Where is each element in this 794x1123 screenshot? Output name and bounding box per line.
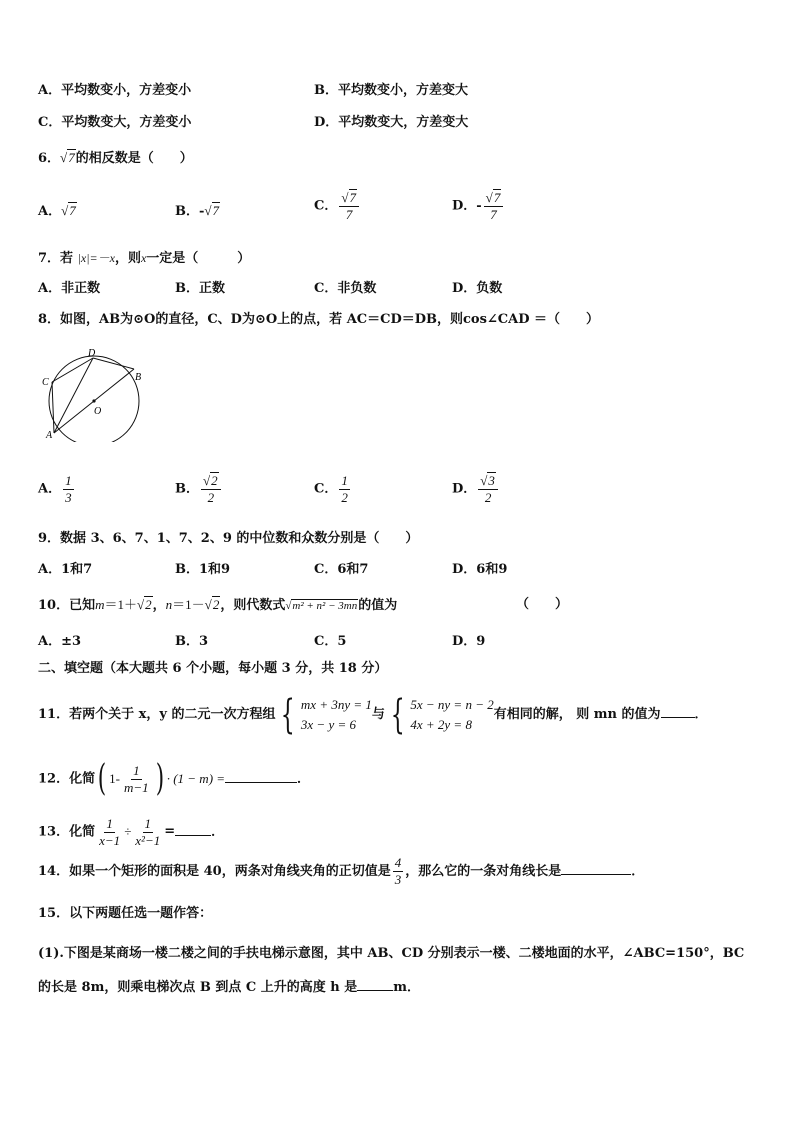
q7-option-c: C．非负数 — [314, 281, 377, 296]
q5-option-c: C．平均数变大，方差变小 — [38, 115, 192, 130]
label-d: D — [88, 348, 96, 359]
q9-option-a: A．1和7 — [38, 562, 93, 577]
question-13-stem: 13．化简 $\frac{1}{x-1}$ ÷ $\frac{1}{\text{x²−1}}$ = ． — [38, 815, 225, 848]
q7-option-b: B．正数 — [175, 281, 225, 296]
q9-option-b: B．1和9 — [175, 562, 231, 577]
circle-figure — [38, 342, 148, 442]
label-b: B — [135, 372, 142, 383]
q7-option-d: D．负数 — [452, 281, 503, 296]
question-11-stem: 11．若两个关于 x，y 的二元一次方程组 { mx + 3ny = 1 3x − y = 6 与 { 5x − ny = n − 2 4x + 2y = 8 有相同的解， 则 mn 的值为 ． — [38, 691, 708, 738]
q10-option-a: A．±3 — [38, 634, 82, 649]
label-o: O — [94, 406, 102, 417]
q6-option-c: C． $\frac{√7}{7}$ — [314, 190, 361, 223]
q9-option-c: C．6和7 — [314, 562, 369, 577]
q8-option-c: C． $\frac{1}{2}$ — [314, 473, 348, 505]
question-9-stem: 9．数据 3、6、7、1、7、2、9 的中位数和众数分别是（ ） — [38, 531, 419, 546]
q10-option-d: D．9 — [452, 634, 486, 649]
q5-option-a: A．平均数变小，方差变小 — [38, 83, 192, 98]
question-8-stem: 8．如图，AB为⊙O的直径，C、D为⊙O上的点，若 AC＝CD＝DB，则cos∠CAD ＝（ ） — [38, 312, 600, 327]
q6-option-b: B．-√7 — [175, 203, 220, 219]
q15-part1-line1: (1).下图是某商场一楼二楼之间的手扶电梯示意图，其中 AB、CD 分别表示一楼、二楼地面的水平，∠ABC=150°，BC — [38, 946, 745, 961]
q9-option-d: D．6和9 — [452, 562, 508, 577]
q5-option-b: B．平均数变小，方差变大 — [314, 83, 468, 98]
q8-option-a: A． $\frac{1}{3}$ — [38, 473, 72, 505]
question-10-stem: 10．已知m＝1＋√2，n＝1－√2，则代数式√m² + n² − 3mn的值为 — [38, 597, 398, 613]
q6-option-d: D．- $\frac{√7}{7}$ — [452, 190, 505, 223]
q10-answer-paren: （ ） — [516, 597, 569, 612]
question-6-stem: 6．√7的相反数是（ ） — [38, 150, 193, 166]
q6-option-a: A．√7 — [38, 203, 76, 219]
q10-option-b: B．3 — [175, 634, 209, 649]
q7-option-a: A．非正数 — [38, 281, 101, 296]
label-a: A — [46, 430, 53, 441]
label-c: C — [42, 377, 49, 388]
q15-part1-line2: 的长是 8m，则乘电梯次点 B 到点 C 上升的高度 h 是 m． — [38, 976, 420, 997]
question-15-stem: 15．以下两题任选一题作答： — [38, 906, 213, 921]
q10-option-c: C．5 — [314, 634, 347, 649]
section-2-heading: 二、填空题（本大题共 6 个小题，每小题 3 分，共 18 分） — [38, 661, 388, 676]
question-12-stem: 12．化简( 1- $\frac{1}{m-1}$ ) · (1 − m) = ． — [38, 758, 311, 799]
q8-option-d: D． $\frac{√3}{2}$ — [452, 473, 500, 506]
q8-option-b: B． $\frac{√2}{2}$ — [175, 473, 223, 506]
question-7-stem: 7．若 |x|=－x，则x一定是（ ） — [38, 251, 251, 266]
q5-option-d: D．平均数变大，方差变大 — [314, 115, 469, 130]
question-14-stem: 14．如果一个矩形的面积是 40，两条对角线夹角的正切值是 $\frac{4}{3}$ ，那么它的一条对角线长是 ． — [38, 855, 645, 887]
